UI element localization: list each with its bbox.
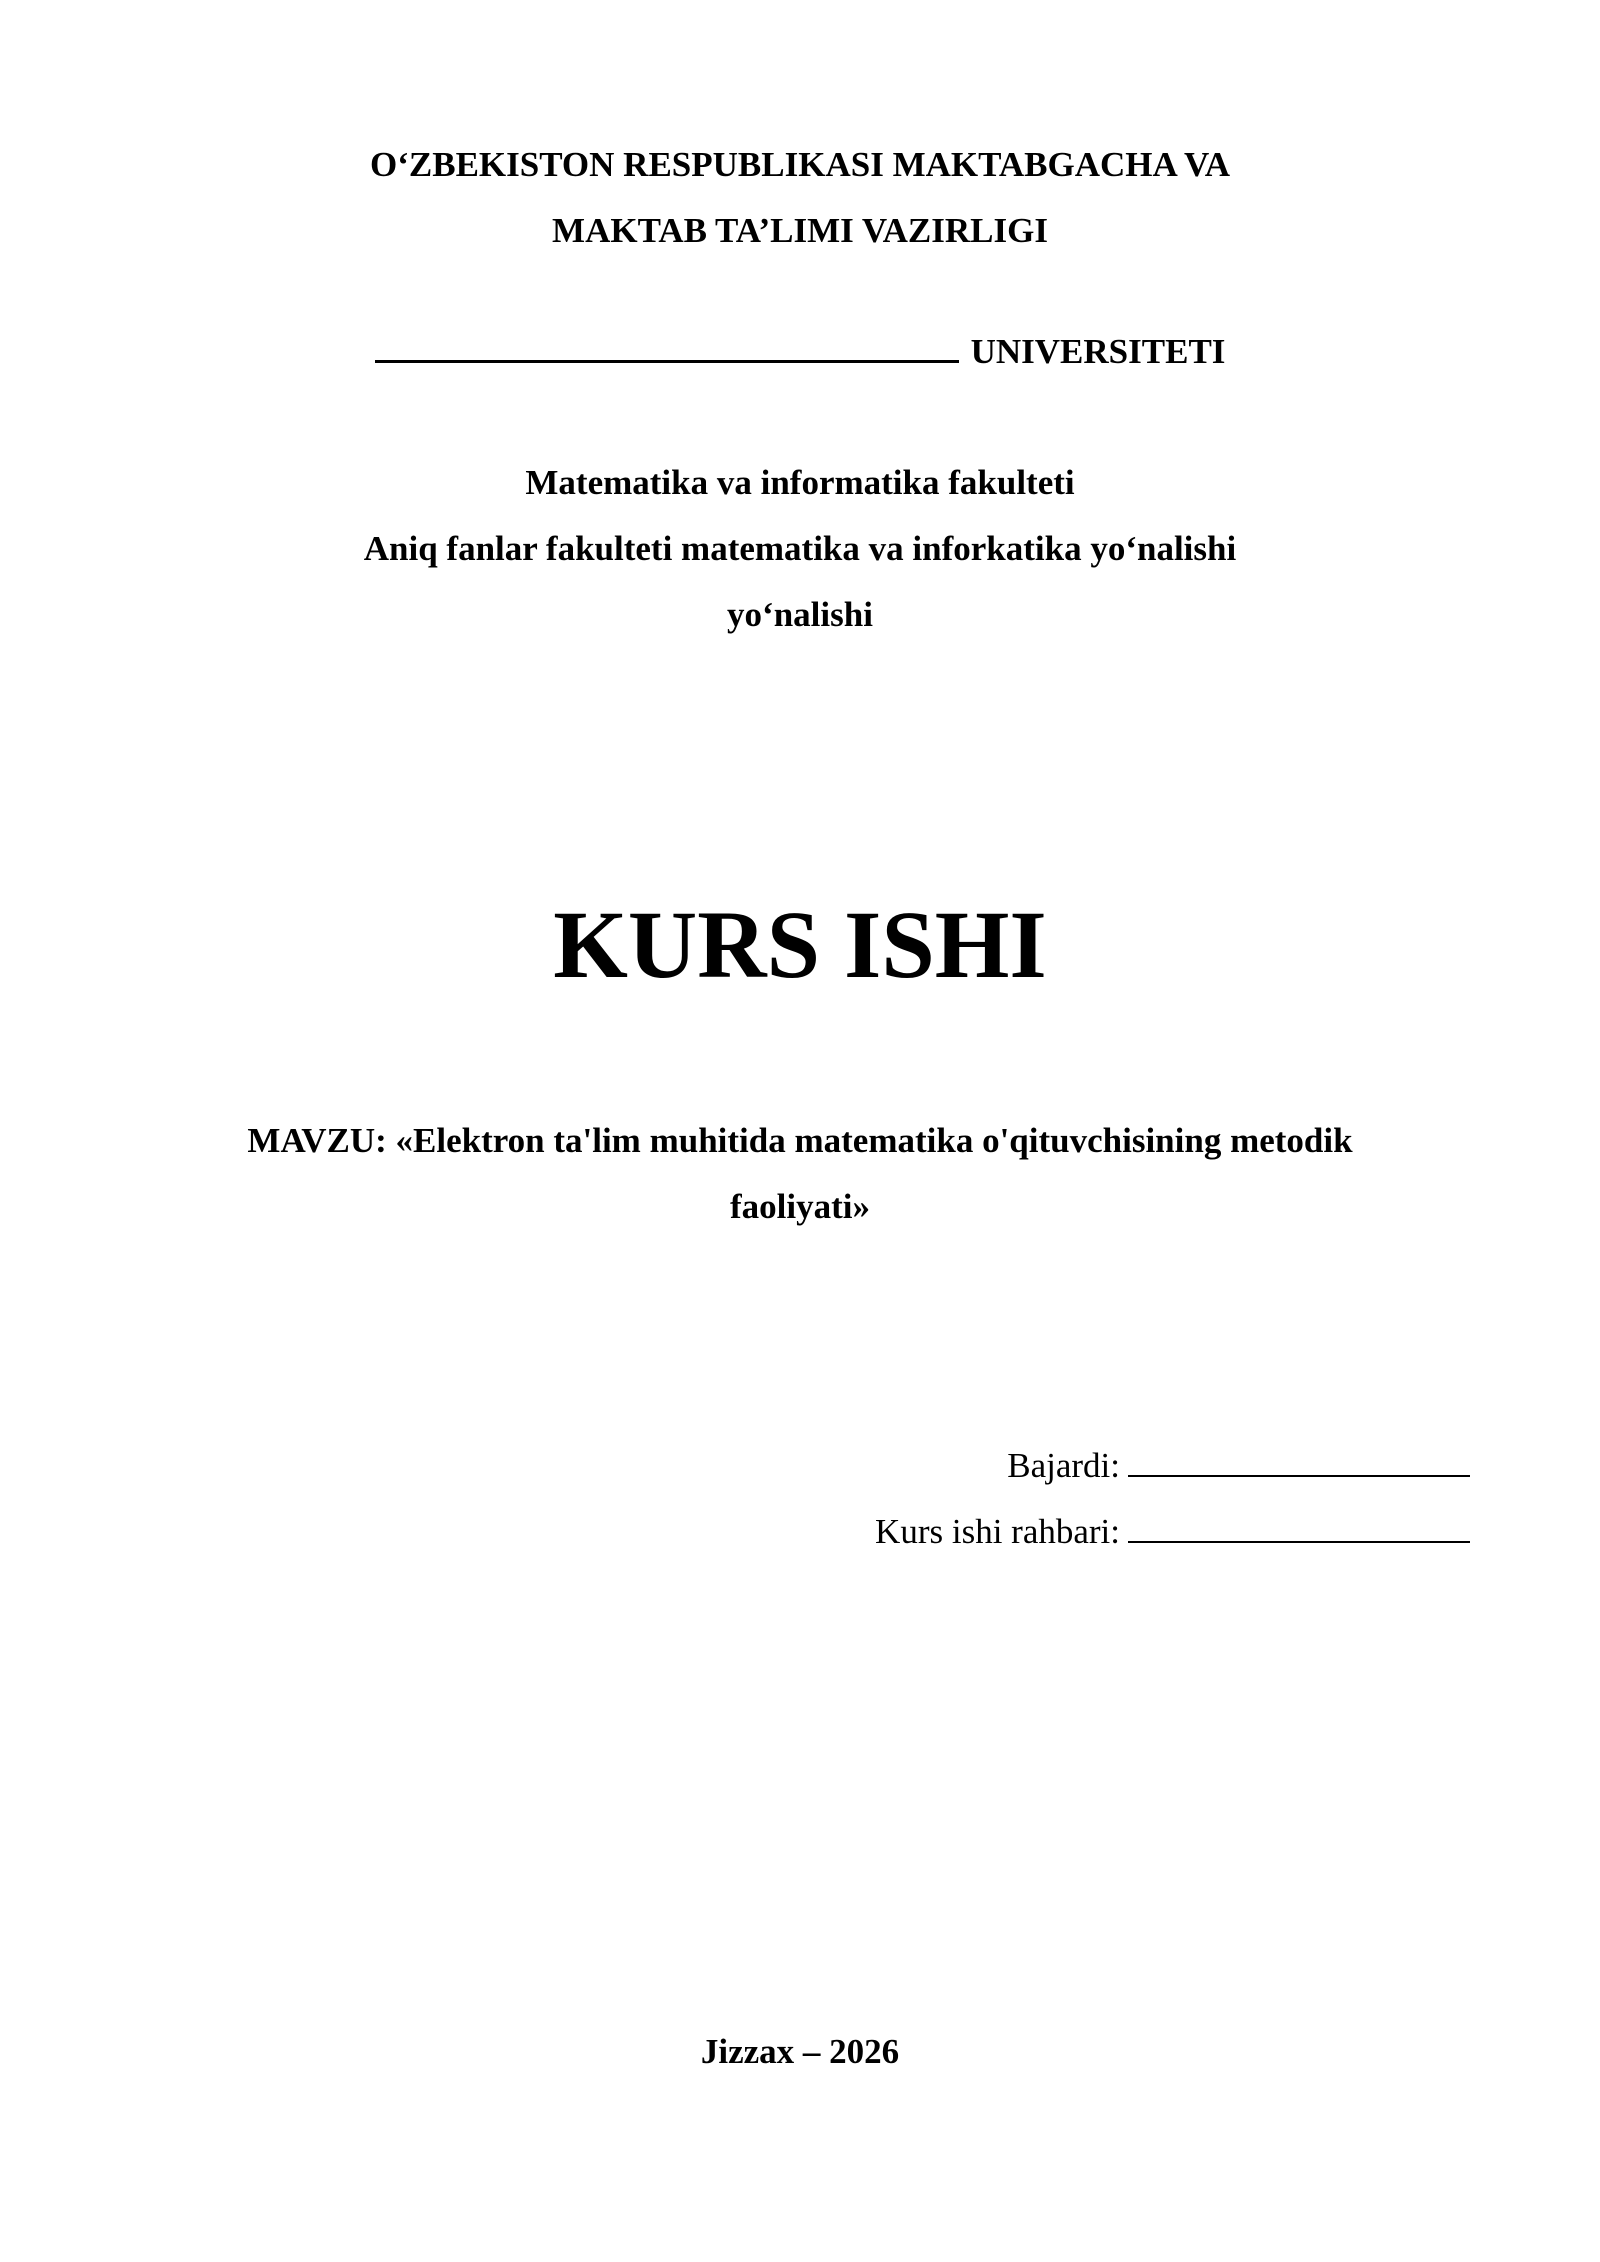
faculty-block (0, 450, 1600, 648)
document-type-title: KURS ISHI (553, 891, 1047, 998)
university-name (0, 322, 1600, 382)
ministry-line-1: O‘ZBEKISTON RESPUBLIKASI MAKTABGACHA VA (370, 145, 1230, 184)
supervisor-signature (875, 1502, 1470, 1562)
faculty-line-2: Aniq fanlar fakulteti matematika va inforkatika yo‘nalishi (363, 529, 1237, 568)
topic-block (0, 1108, 1600, 1240)
topic-line-1: MAVZU: «Elektron ta'lim muhitida matematika o'qituvchisining metodik (247, 1121, 1353, 1160)
supervisor-label: Kurs ishi rahbari: (875, 1512, 1120, 1551)
university-suffix: UNIVERSITETI (970, 332, 1226, 371)
topic-line-2: faoliyati» (730, 1187, 870, 1226)
place-year-footer: Jizzax – 2026 (700, 2032, 900, 2071)
performer-blank-line (1128, 1443, 1470, 1477)
ministry-header (0, 132, 1600, 264)
performer-label: Bajardi: (1007, 1446, 1120, 1485)
supervisor-blank-line (1128, 1509, 1470, 1543)
ministry-line-2: MAKTAB TA’LIMI VAZIRLIGI (552, 211, 1048, 250)
faculty-line-1: Matematika va informatika fakulteti (525, 463, 1075, 502)
performer-signature (1007, 1436, 1470, 1496)
faculty-line-3: yo‘nalishi (727, 595, 873, 634)
university-blank-line (375, 324, 959, 363)
